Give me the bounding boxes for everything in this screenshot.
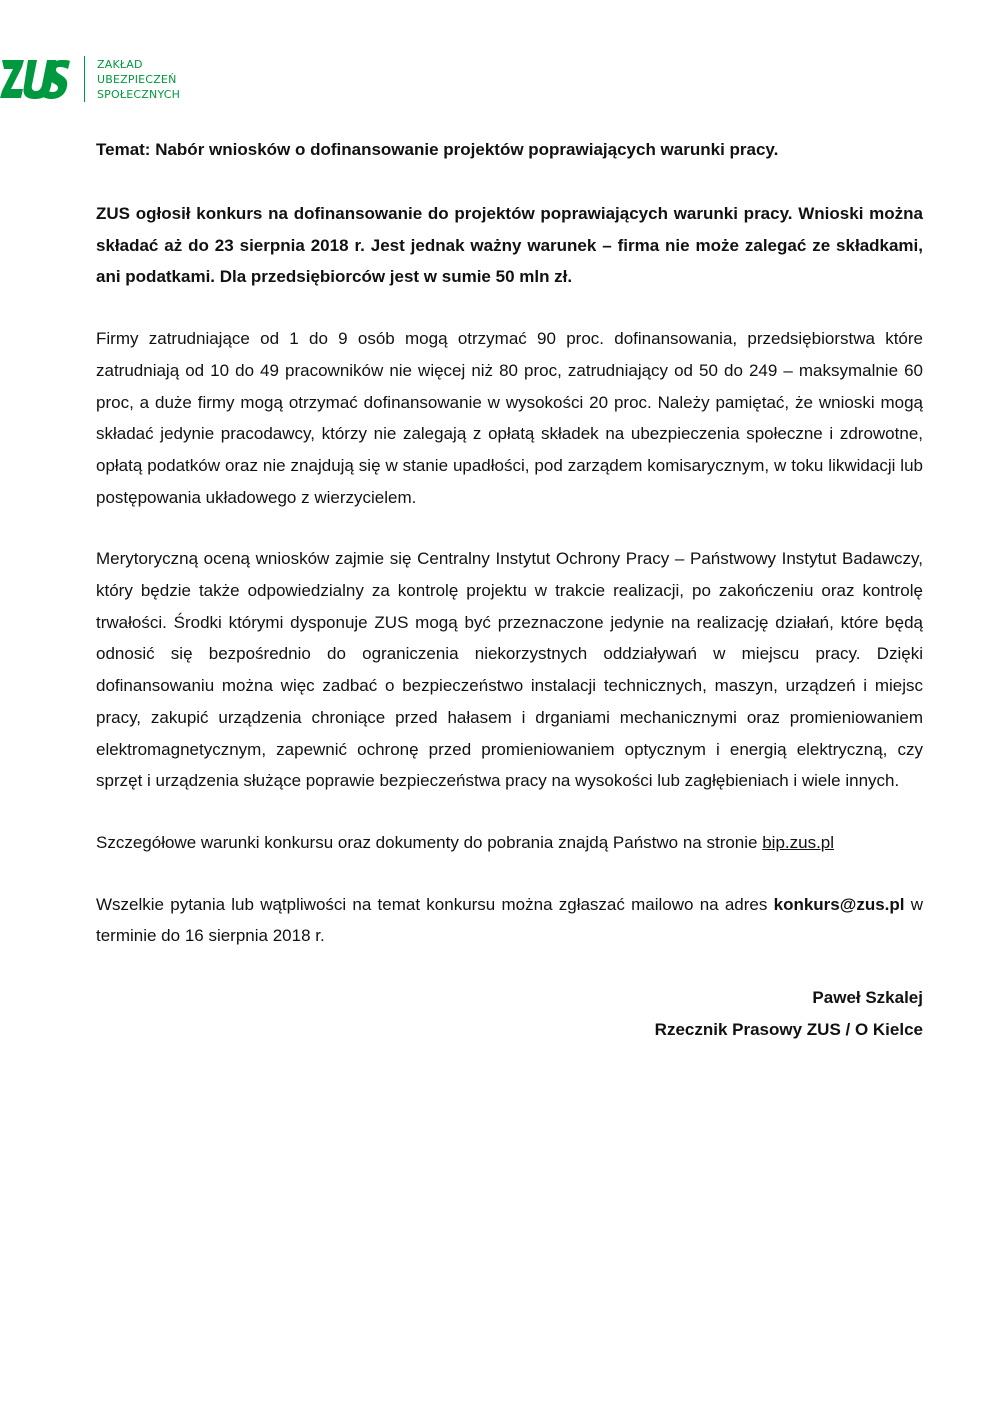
details-text: Szczegółowe warunki konkursu oraz dokumenty do pobrania znajdą Państwo na stronie xyxy=(96,832,763,852)
paragraph-details xyxy=(96,827,923,859)
zus-logo xyxy=(0,56,180,102)
signature-block xyxy=(96,982,923,1046)
paragraph-evaluation: Merytoryczną oceną wniosków zajmie się Centralny Instytut Ochrony Pracy – Państwowy Instytut Badawczy, który będzie także odpowiedzialny za kontrolę projektu w trakcie realizacji, po zakończeniu oraz kontrolę trwałości. Środki którymi dysponuje ZUS mogą być przeznaczone jedynie na realizację działań, które będą odnosić się bezpośrednio do ograniczenia niekorzystnych oddziaływań w miejscu pracy. Dzięki dofinansowaniu można więc zadbać o bezpieczeństwo instalacji technicznych, maszyn, urządzeń i miejsc pracy, zakupić urządzenia chroniące przed hałasem i drganiami mechanicznymi oraz promieniowaniem elektromagnetycznym, zapewnić ochronę przed promieniowaniem optycznym i energią elektryczną, czy sprzęt i urządzenia służące poprawie bezpieczeństwa pracy na wysokości lub zagłębieniach i wiele innych. xyxy=(96,549,923,791)
logo-line-1: ZAKŁAD xyxy=(97,57,143,71)
lead-paragraph: ZUS ogłosił konkurs na dofinansowanie do projektów poprawiających warunki pracy. Wnioski można składać aż do 23 sierpnia 2018 r. Jest jednak ważny warunek – firma nie może zalegać ze składkami, ani podatkami. Dla przedsiębiorców jest w sumie 50 mln zł. xyxy=(96,204,923,287)
logo-line-3: SPOŁECZNYCH xyxy=(97,87,181,101)
signature-role: Rzecznik Prasowy ZUS / O Kielce xyxy=(654,1020,923,1040)
document-body xyxy=(96,134,923,1046)
contact-text-after: w terminie do 16 sierpnia 2018 r. xyxy=(96,894,924,946)
logo-divider xyxy=(84,56,85,102)
contact-text-before: Wszelkie pytania lub wątpliwości na temat konkursu można zgłaszać mailowo na adres xyxy=(96,894,774,914)
zus-logo-mark xyxy=(0,56,72,102)
contact-email[interactable]: konkurs@zus.pl xyxy=(773,894,905,914)
logo-wordmark xyxy=(97,57,180,102)
signature-name: Paweł Szkalej xyxy=(812,988,923,1008)
subject-line: Temat: Nabór wniosków o dofinansowanie projektów poprawiających warunki pracy. xyxy=(96,140,779,159)
paragraph-contact xyxy=(96,889,923,952)
paragraph-funding-levels: Firmy zatrudniające od 1 do 9 osób mogą otrzymać 90 proc. dofinansowania, przedsiębiorstwa które zatrudniają od 10 do 49 pracowników nie więcej niż 80 proc, zatrudniający od 50 do 249 – maksymalnie 60 proc, a duże firmy mogą otrzymać dofinansowanie w wysokości 20 proc. Należy pamiętać, że wnioski mogą składać jedynie pracodawcy, którzy nie zalegają z opłatą składek na ubezpieczenia społeczne i zdrowotne, opłatą podatków oraz nie znajdują się w stanie upadłości, pod zarządem komisarycznym, w toku likwidacji lub postępowania układowego z wierzycielem. xyxy=(96,329,923,507)
bip-link[interactable]: bip.zus.pl xyxy=(762,832,835,852)
logo-line-2: UBEZPIECZEŃ xyxy=(97,72,177,86)
